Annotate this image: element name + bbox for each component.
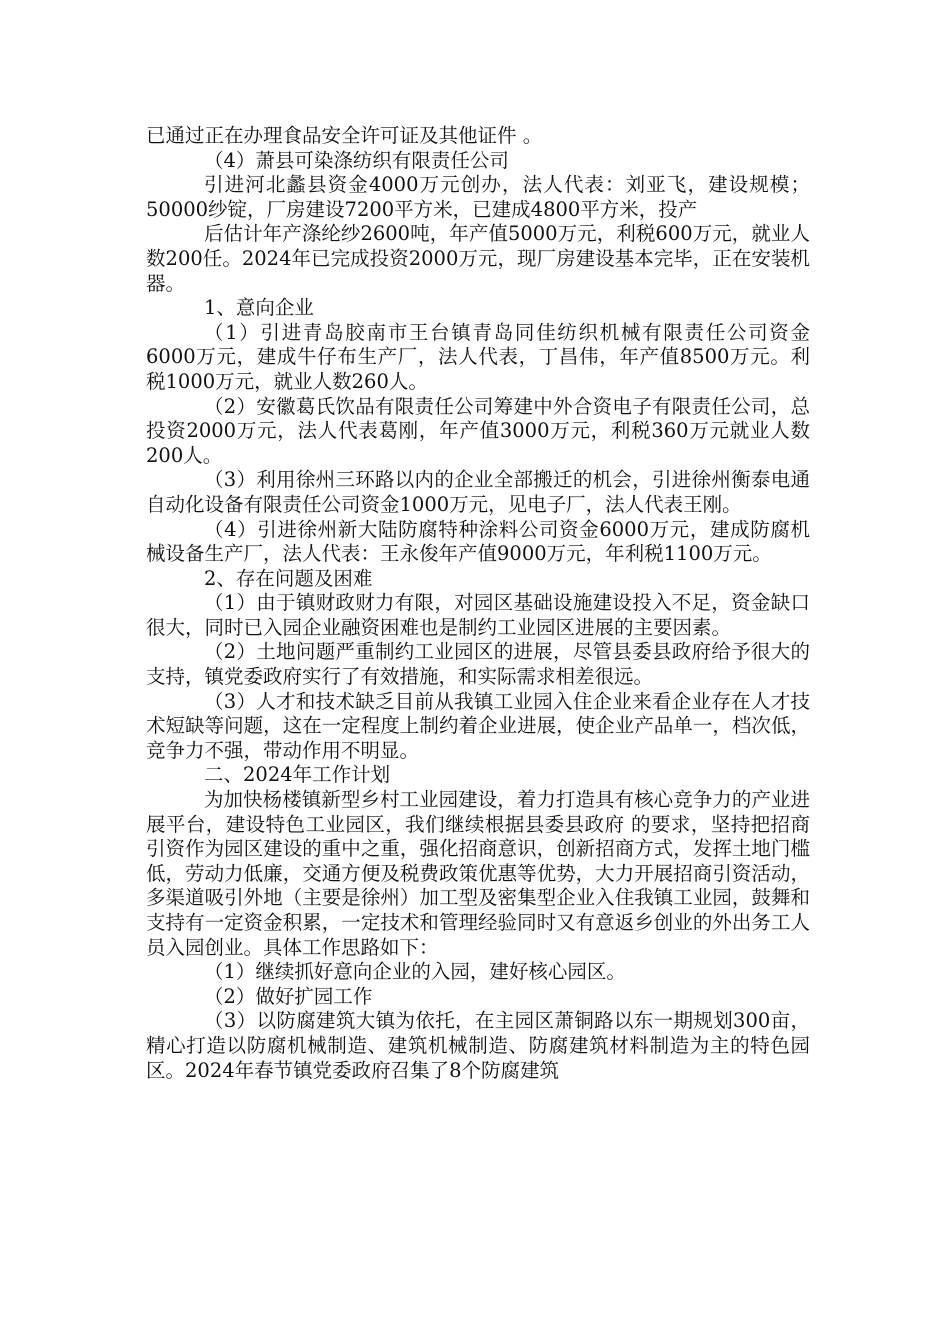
paragraph: 已通过正在办理食品安全许可证及其他证件 。: [146, 124, 543, 147]
paragraph: （3）利用徐州三环路以内的企业全部搬迁的机会，引进徐州衡泰电通自动化设备有限责任公司资金1000万元，见电子厂，法人代表王刚。: [146, 468, 810, 516]
section-heading: 2、存在问题及困难: [204, 566, 373, 590]
paragraph: （4）萧县可染涤纺织有限责任公司: [204, 148, 509, 172]
section-heading: 二、2024年工作计划: [204, 763, 391, 787]
section-heading: 1、意向企业: [204, 296, 314, 320]
paragraph: （3）人才和技术缺乏目前从我镇工业园入住企业来看企业存在人才技术短缺等问题，这在一定程度上制约着企业进展，使企业产品单一，档次低，竞争力不强，带动作用不明显。: [146, 689, 810, 762]
paragraph: （3）以防腐建筑大镇为依托，在主园区萧铜路以东一期规划300亩，精心打造以防腐机械制造、建筑机械制造、防腐建筑材料制造为主的特色园区。2024年春节镇党委政府召集了8个防腐建筑: [146, 1009, 810, 1082]
paragraph: 为加快杨楼镇新型乡村工业园建设，着力打造具有核心竞争力的产业进展平台，建设特色工业园区，我们继续根据县委县政府 的要求，坚持把招商引资作为园区建设的重中之重，强化招商意识，创新招商方式，发挥土地门槛低，劳动力低廉，交通方便及税费政策优惠等优势，大力开展招商引资活动，多渠道吸引外地（主要是徐州）加工型及密集型企业入住我镇工业园，鼓舞和支持有一定资金积累，一定技术和管理经验同时又有意返乡创业的外出务工人员入园创业。具体工作思路如下：: [146, 788, 810, 959]
paragraph: （2）做好扩园工作: [204, 984, 373, 1008]
paragraph: 引进河北蠡县资金4000万元创办，法人代表：刘亚飞，建设规模；50000纱锭，厂房建设7200平方米，已建成4800平方米，投产: [146, 173, 810, 221]
paragraph: （1）继续抓好意向企业的入园，建好核心园区。: [204, 960, 626, 984]
document-body: [146, 124, 810, 1083]
paragraph: 后估计年产涤纶纱2600吨，年产值5000万元，利税600万元，就业人数200任。2024年已完成投资2000万元，现厂房建设基本完毕，正在安装机器。: [146, 222, 810, 295]
paragraph: （1）引进青岛胶南市王台镇青岛同佳纺织机械有限责任公司资金6000万元，建成牛仔布生产厂，法人代表，丁昌伟，年产值8500万元。利税1000万元，就业人数260人。: [146, 320, 810, 393]
paragraph: （2）安徽葛氏饮品有限责任公司筹建中外合资电子有限责任公司，总投资2000万元，法人代表葛刚，年产值3000万元，利税360万元就业人数200人。: [146, 394, 810, 467]
paragraph: （1）由于镇财政财力有限，对园区基础设施建设投入不足，资金缺口很大，同时已入园企业融资困难也是制约工业园区进展的主要因素。: [146, 591, 810, 639]
paragraph: （2）土地问题严重制约工业园区的进展，尽管县委县政府给予很大的支持，镇党委政府实行了有效措施，和实际需求相差很远。: [146, 640, 810, 689]
paragraph: （4）引进徐州新大陆防腐特种涂料公司资金6000万元，建成防腐机械设备生产厂，法人代表：王永俊年产值9000万元，年利税1100万元。: [146, 517, 810, 566]
